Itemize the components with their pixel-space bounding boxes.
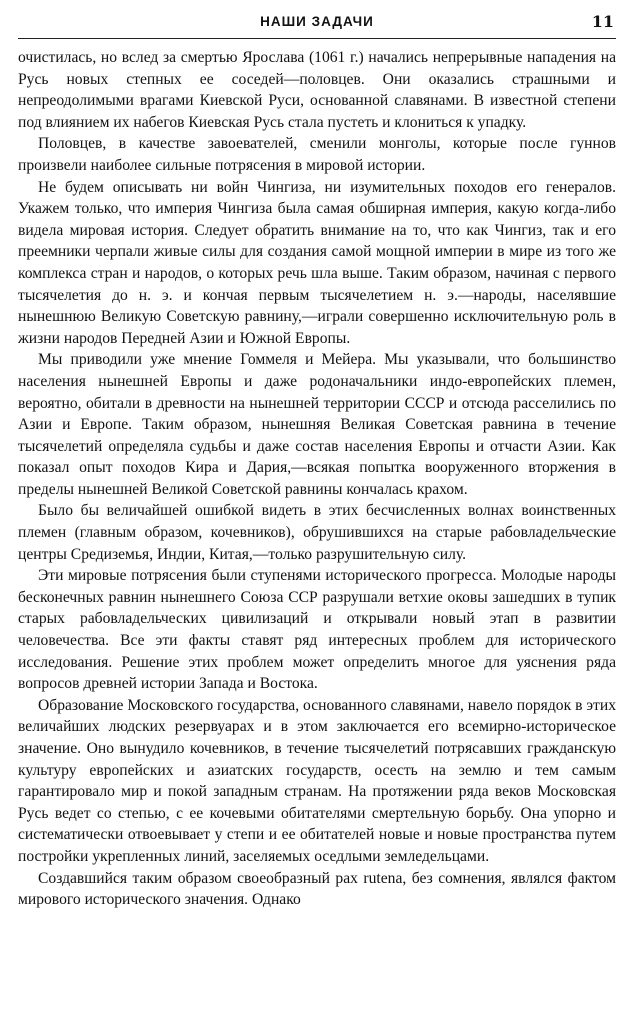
paragraph: Образование Московского государства, основанного славянами, навело порядок в этих величайших людских резервуарах и в этом заключается его всемирно-историческое значение. Оно вынудило кочевников, в течение тысячелетий потрясавших гражданскую культуру европейских и азиатских государств, осесть на землю и тем самым гарантировало мир и покой западным странам. На протяжении ряда веков Московская Русь ведет со степью, с ее кочевыми обитателями смертельную борьбу. Она упорно и систематически отвоевывает у степи и ее обитателей новые и новые пространства путем постройки укрепленных линий, заселяемых оседлыми земледельцами. bbox=[18, 696, 616, 865]
body-text bbox=[18, 47, 616, 911]
paragraph: Не будем описывать ни войн Чингиза, ни изумительных походов его генералов. Укажем только, что империя Чингиза была самая обширная империя, какую когда-либо видела мировая история. Следует обратить внимание на то, что как Чингиз, так и его преемники черпали живые силы для создания самой мощной империи в мире из того же комплекса стран и народов, о которых речь шла выше. Таким образом, начиная с первого тысячелетия до н. э. и кончая первым тысячелетием н. э.—народы, населявшие нынешнюю Великую Советскую равнину,—играли совершенно исключительную роль в жизни народов Передней Азии и Южной Европы. bbox=[18, 178, 616, 347]
paragraph: очистилась, но вслед за смертью Ярослава (1061 г.) начались непрерывные нападения на Русь новых степных ее соседей—половцев. Они оказались страшными и непреодолимыми врагами Киевской Руси, основанной славянами. В известной степени под влиянием их набегов Киевская Русь стала пустеть и клониться к упадку. bbox=[18, 49, 616, 131]
paragraph: Половцев, в качестве завоевателей, сменили монголы, которые после гуннов произвели наиболее сильные потрясения в мировой истории. bbox=[18, 135, 616, 174]
running-title: НАШИ ЗАДАЧИ bbox=[260, 14, 374, 29]
running-header bbox=[18, 12, 616, 39]
paragraph: Мы приводили уже мнение Гоммеля и Мейера. Мы указывали, что большинство населения нынешней Европы и даже родоначальники индо-европейских племен, вероятно, обитали в древности на нынешней территории СССР и отсюда расселились по Азии и Европе. Таким образом, нынешняя Великая Советская равнина в течение тысячелетий определяла судьбы и даже состав населения Европы и отчасти Азии. Как показал опыт походов Кира и Дария,—всякая попытка вооруженного вторжения в пределы нынешней Великой Советской равнины кончалась крахом. bbox=[18, 351, 616, 498]
paragraph: Создавшийся таким образом своеобразный pax rutena, без сомнения, являлся фактом мирового исторического значения. Однако bbox=[18, 869, 616, 909]
paragraph: Было бы величайшей ошибкой видеть в этих бесчисленных волнах воинственных племен (главным образом, кочевников), обрушившихся на старые рабовладельческие центры Средиземья, Индии, Китая,—только разрушительную силу. bbox=[18, 502, 616, 563]
paragraph: Эти мировые потрясения были ступенями исторического прогресса. Молодые народы бесконечных равнин нынешнего Союза ССР разрушали ветхие оковы зашедших в тупик старых рабовладельческих цивилизаций и открывали новый этап в развитии человечества. Все эти факты ставят ряд интересных проблем для исторического исследования. Решение этих проблем может определить многое для уяснения ряда вопросов древней истории Запада и Востока. bbox=[18, 567, 616, 693]
page-number: 11 bbox=[591, 12, 614, 31]
